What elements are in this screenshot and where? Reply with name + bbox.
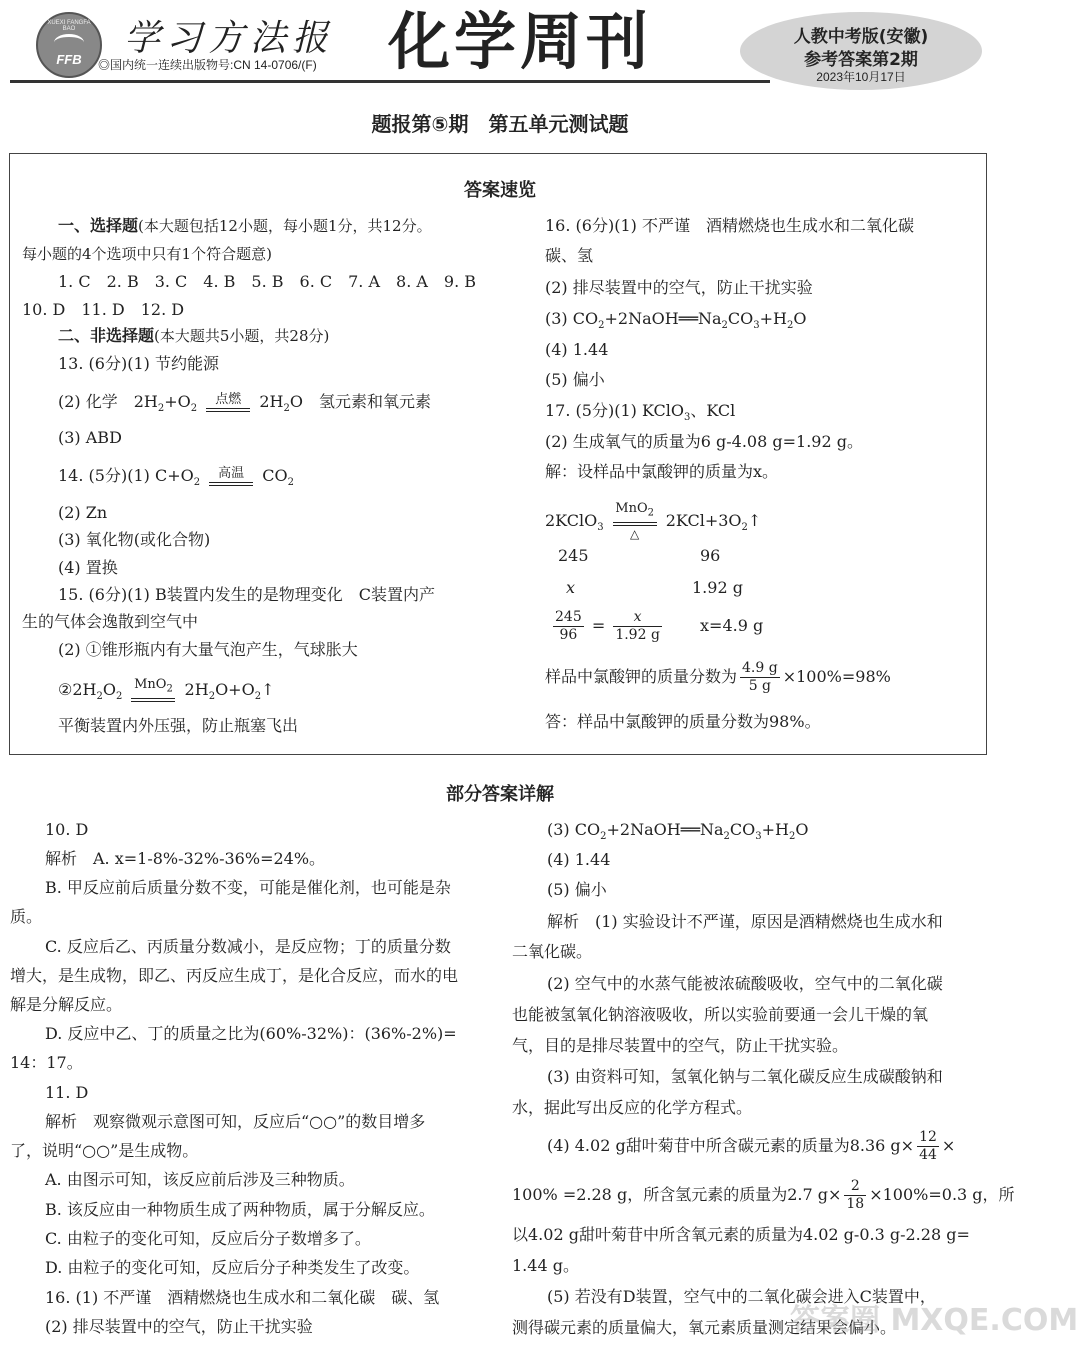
q13-1: 13. (6分)(1) 节约能源 [58, 354, 219, 373]
q17-2: (2) 生成氧气的质量为6 g-4.08 g=1.92 g。 [545, 432, 863, 451]
detail-line: 1.44 g。 [512, 1256, 579, 1275]
detail-line: 气，目的是排尽装置中的空气，防止干扰实验。 [512, 1036, 849, 1055]
mc-answers-1: 1. C 2. B 3. C 4. B 5. B 6. C 7. A 8. A 9. B [58, 272, 477, 291]
q14-4: (4) 置换 [58, 558, 118, 577]
q17-mass-96: 96 [700, 546, 721, 565]
q13-3: (3) ABD [58, 428, 122, 447]
detail-line: 解析 (1) 实验设计不严谨，原因是酒精燃烧也生成水和 [547, 912, 943, 931]
q17-1: 17. (5分)(1) KClO$_3$、KCl [545, 401, 736, 424]
q14-1: 14. (5分)(1) $C+O_2$ 高温 $CO_2$ [58, 465, 295, 489]
detail-line: (2) 空气中的水蒸气能被浓硫酸吸收，空气中的二氧化碳 [547, 974, 943, 993]
detail-line: 测得碳元素的质量偏大，氧元素质量测定结果会偏小。 [512, 1318, 897, 1337]
detail-line: (2) 排尽装置中的空气，防止干扰实验 [45, 1317, 313, 1336]
q17-proportion: $\frac{245}{96}$ = $\frac{x}{1.92 g}$ x=4.9 g [555, 609, 764, 643]
q16-2: (2) 排尽装置中的空气，防止干扰实验 [545, 278, 813, 297]
mc-note: 每小题的4个选项中只有1个符合题意) [22, 245, 272, 263]
detail-line: C. 反应后乙、丙质量分数减小，是反应物；丁的质量分数 [45, 937, 451, 956]
detail-line: 以4.02 g甜叶菊苷中所含氧元素的质量为4.02 g-0.3 g-2.28 g= [512, 1225, 970, 1244]
q16-4: (4) 1.44 [545, 340, 609, 359]
detail-line: C. 由粒子的变化可知，反应后分子数增多了。 [45, 1229, 371, 1248]
q13-2: (2) 化学 $2H_2+O_2$ 点燃 $2H_2O$ 氢元素和氧元素 [58, 391, 431, 415]
q17-sol: 解：设样品中氯酸钾的质量为x。 [545, 462, 779, 481]
q16-1b: 碳、氢 [545, 246, 594, 265]
detail-line: 水，据此写出反应的化学方程式。 [512, 1098, 753, 1117]
page-title: 化学周刊 [388, 5, 653, 78]
q15-eq: $②2H_2O_2$ MnO$_2$ $2H_2O+O_2↑$ [58, 677, 275, 702]
detail-line: 10. D [45, 820, 89, 839]
detail-line: 质。 [10, 907, 43, 926]
date: 2023年10月17日 [816, 70, 906, 84]
detail-line: B. 该反应由一种物质生成了两种物质，属于分解反应。 [45, 1200, 435, 1219]
detail-line: 14：17。 [10, 1053, 83, 1072]
nc-head: 二、非选择题(本大题共5小题，共28分) [58, 326, 330, 345]
detail-line: 解析 观察微观示意图可知，反应后“○○”的数目增多 [45, 1112, 426, 1131]
header-rule [10, 80, 770, 83]
detail-line: (4) 1.44 [547, 850, 611, 869]
detail-line: 解析 A. x=1-8%-32%-36%=24%。 [45, 849, 326, 868]
logo-abbr: FFB [56, 52, 82, 67]
detail-line: 16. (1) 不严谨 酒精燃烧也生成水和二氧化碳 碳、氢 [45, 1288, 440, 1307]
q15-2: (2) ①锥形瓶内有大量气泡产生，气球胀大 [58, 640, 358, 659]
detail-line: (5) 若没有D装置，空气中的二氧化碳会进入C装置中， [547, 1287, 936, 1306]
detail-line: (5) 偏小 [547, 880, 607, 899]
q16-3: (3) $CO_2+2NaOH══Na_2CO_3+H_2O$ [545, 309, 807, 332]
q14-2: (2) Zn [58, 503, 108, 522]
detail-line: 二氧化碳。 [512, 942, 593, 961]
detail-line: (4) 4.02 g甜叶菊苷中所含碳元素的质量为8.36 g× $\frac{12}{44}$ × [547, 1129, 956, 1163]
logo-book-icon [54, 34, 84, 51]
detail-line: 11. D [45, 1083, 89, 1102]
detail-eq: (3) $CO_2+2NaOH══Na_2CO_3+H_2O$ [547, 820, 809, 843]
detail-line: (3) 由资料可知，氢氧化钠与二氧化碳反应生成碳酸钠和 [547, 1067, 943, 1086]
q16-5: (5) 偏小 [545, 370, 605, 389]
mc-answers-2: 10. D 11. D 12. D [22, 300, 185, 319]
detail-line: 增大，是生成物，即乙、丙反应生成丁，是化合反应，而水的电 [10, 966, 459, 985]
paper-name: 学习方法报 [124, 18, 335, 59]
q17-mass-245: 245 [558, 546, 589, 565]
q14-3: (3) 氧化物(或化合物) [58, 530, 211, 549]
detail-line: 100% =2.28 g，所含氢元素的质量为2.7 g× $\frac{2}{18}$ ×100%=0.3 g，所 [512, 1178, 1015, 1212]
detail-line: A. 由图示可知，该反应前后涉及三种物质。 [45, 1170, 355, 1189]
q17-var-g: 1.92 g [692, 578, 743, 597]
edition: 人教中考版(安徽) [793, 27, 929, 47]
issue: 参考答案第2期 [804, 50, 918, 70]
mc-head: 一、选择题(本大题包括12小题，每小题1分，共12分。 [58, 216, 432, 235]
detail-line: 解是分解反应。 [10, 995, 123, 1014]
q17-fraction: 样品中氯酸钾的质量分数为 $\frac{4.9 g}{5 g}$ ×100%=98% [545, 660, 891, 694]
logo [36, 12, 102, 78]
answer-box-heading: 答案速览 [464, 180, 536, 201]
q17-var-x: x [566, 578, 576, 597]
edition-badge [740, 12, 982, 90]
detail-line: D. 反应中乙、丁的质量之比为(60%-32%)：(36%-2%)= [45, 1024, 457, 1043]
q15-3: 平衡装置内外压强，防止瓶塞飞出 [58, 716, 299, 735]
detail-line: 也能被氢氧化钠溶液吸收，所以实验前要通一会儿干燥的氧 [512, 1005, 929, 1024]
watermark: 答案圈 MXQE.COM [790, 1303, 1078, 1338]
logo-ring-text: XUEXI FANGFA BAO [47, 20, 91, 32]
subtitle: 题报第⑤期 第五单元测试题 [371, 112, 629, 136]
q16-1: 16. (6分)(1) 不严谨 酒精燃烧也生成水和二氧化碳 [545, 216, 914, 235]
details-heading: 部分答案详解 [446, 784, 554, 805]
detail-line: B. 甲反应前后质量分数不变，可能是催化剂，也可能是杂 [45, 878, 451, 897]
q17-answer: 答：样品中氯酸钾的质量分数为98%。 [545, 712, 821, 731]
q15-1: 15. (6分)(1) B装置内发生的是物理变化 C装置内产 [58, 585, 435, 604]
detail-line: D. 由粒子的变化可知，反应后分子种类发生了改变。 [45, 1258, 420, 1277]
detail-line: 了，说明“○○”是生成物。 [10, 1141, 199, 1160]
q15-1b: 生的气体会逸散到空气中 [22, 612, 199, 631]
q17-eq: 2KClO$_3$ MnO$_2$ △ $2KCl+3O_2↑$ [545, 501, 762, 541]
issn: ◎国内统一连续出版物号:CN 14-0706/(F) [98, 58, 317, 72]
